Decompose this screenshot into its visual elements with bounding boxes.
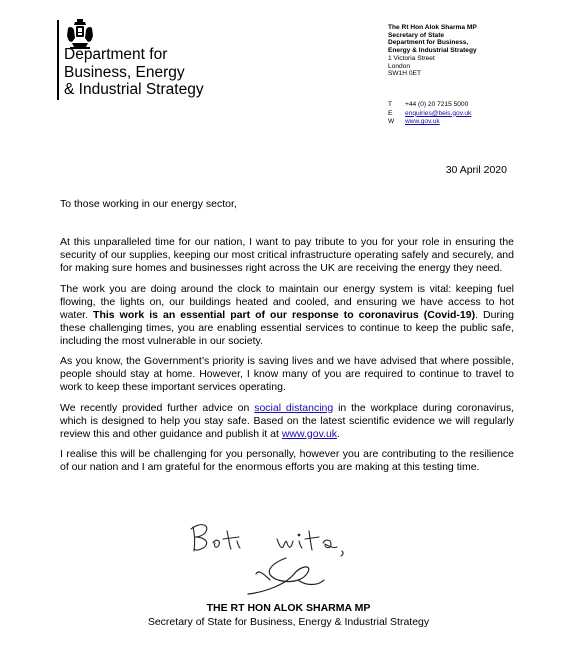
phone-number: +44 (0) 20 7215 5000 [405,101,469,108]
department-line: & Industrial Strategy [64,81,204,98]
paragraph: I realise this will be challenging for you personally, however you are contributing to the resilience of our nation and I am grateful for the enormous efforts you are making at this testing time. [60,448,514,473]
paragraph-text: in the workplace during coronavirus, which is designed to help you stay safe. Based on the latest scientific evidence we will regularly review this and other guidance and publish it at [60,401,514,440]
emphasis-text: This work is an essential part of our response to coronavirus (Covid-19) [93,308,476,321]
contact-label: E [388,109,393,117]
sender-address-line: 1 Victoria Street [388,54,435,62]
sender-name: The Rt Hon Alok Sharma MP [388,24,477,31]
department-name [64,46,204,99]
letter-body [60,236,514,482]
sender-role: Secretary of State [388,31,445,39]
paragraph-text: We recently provided further advice on [60,401,255,414]
letter-date: 30 April 2020 [445,164,507,176]
signer-title: Secretary of State for Business, Energy & Industrial Strategy [147,616,430,628]
paragraph-text: The work you are doing around the clock to maintain our energy system is vital: keeping fuel flowing, the lights on, our buildings heated and cooled, and ensuring we have access to hot water. [60,282,514,321]
paragraph [60,402,514,441]
contact-email [388,110,471,119]
email-link[interactable]: enquiries@beis.gov.uk [405,109,472,117]
salutation: To those working in our energy sector, [60,198,237,210]
brand-divider [57,20,59,100]
sender-address-line: London [388,62,411,70]
sender-department: Department for Business, [388,39,469,47]
contact-block [388,101,471,127]
sender-block [388,24,477,78]
paragraph: As you know, the Government’s priority is saving lives and we have advised that where possible, people should stay at home. However, I know many of you are required to continue to travel to work to keep these important services operating. [60,355,514,393]
department-line: Business, Energy [64,63,185,81]
paragraph-text: . During these challenging times, you are enabling essential services to continue to keep the public safe, including the most vulnerable in our society. [60,308,514,347]
department-line: Department for [64,46,168,63]
contact-label: W [388,118,395,126]
handwritten-sign-off [185,517,360,557]
paragraph-text: . [337,427,340,440]
gov-uk-link[interactable]: www.gov.uk [281,427,338,440]
sender-address-line: SW1H 0ET [388,70,421,78]
contact-web [388,118,471,127]
paragraph: At this unparalleled time for our nation, I want to pay tribute to you for your role in ensuring the security of our supplies, keeping our most critical infrastructure operating safely and securely, and for making sure homes and businesses right across the UK are receiving the energy they need. [60,236,514,274]
paragraph [60,283,514,348]
contact-phone [388,101,471,110]
contact-label: T [388,101,393,108]
social-distancing-link[interactable]: social distancing [254,401,334,414]
sender-department: Energy & Industrial Strategy [388,47,477,55]
signer-name: THE RT HON ALOK SHARMA MP [206,602,371,614]
website-link[interactable]: www.gov.uk [405,118,440,126]
signature [200,554,330,596]
